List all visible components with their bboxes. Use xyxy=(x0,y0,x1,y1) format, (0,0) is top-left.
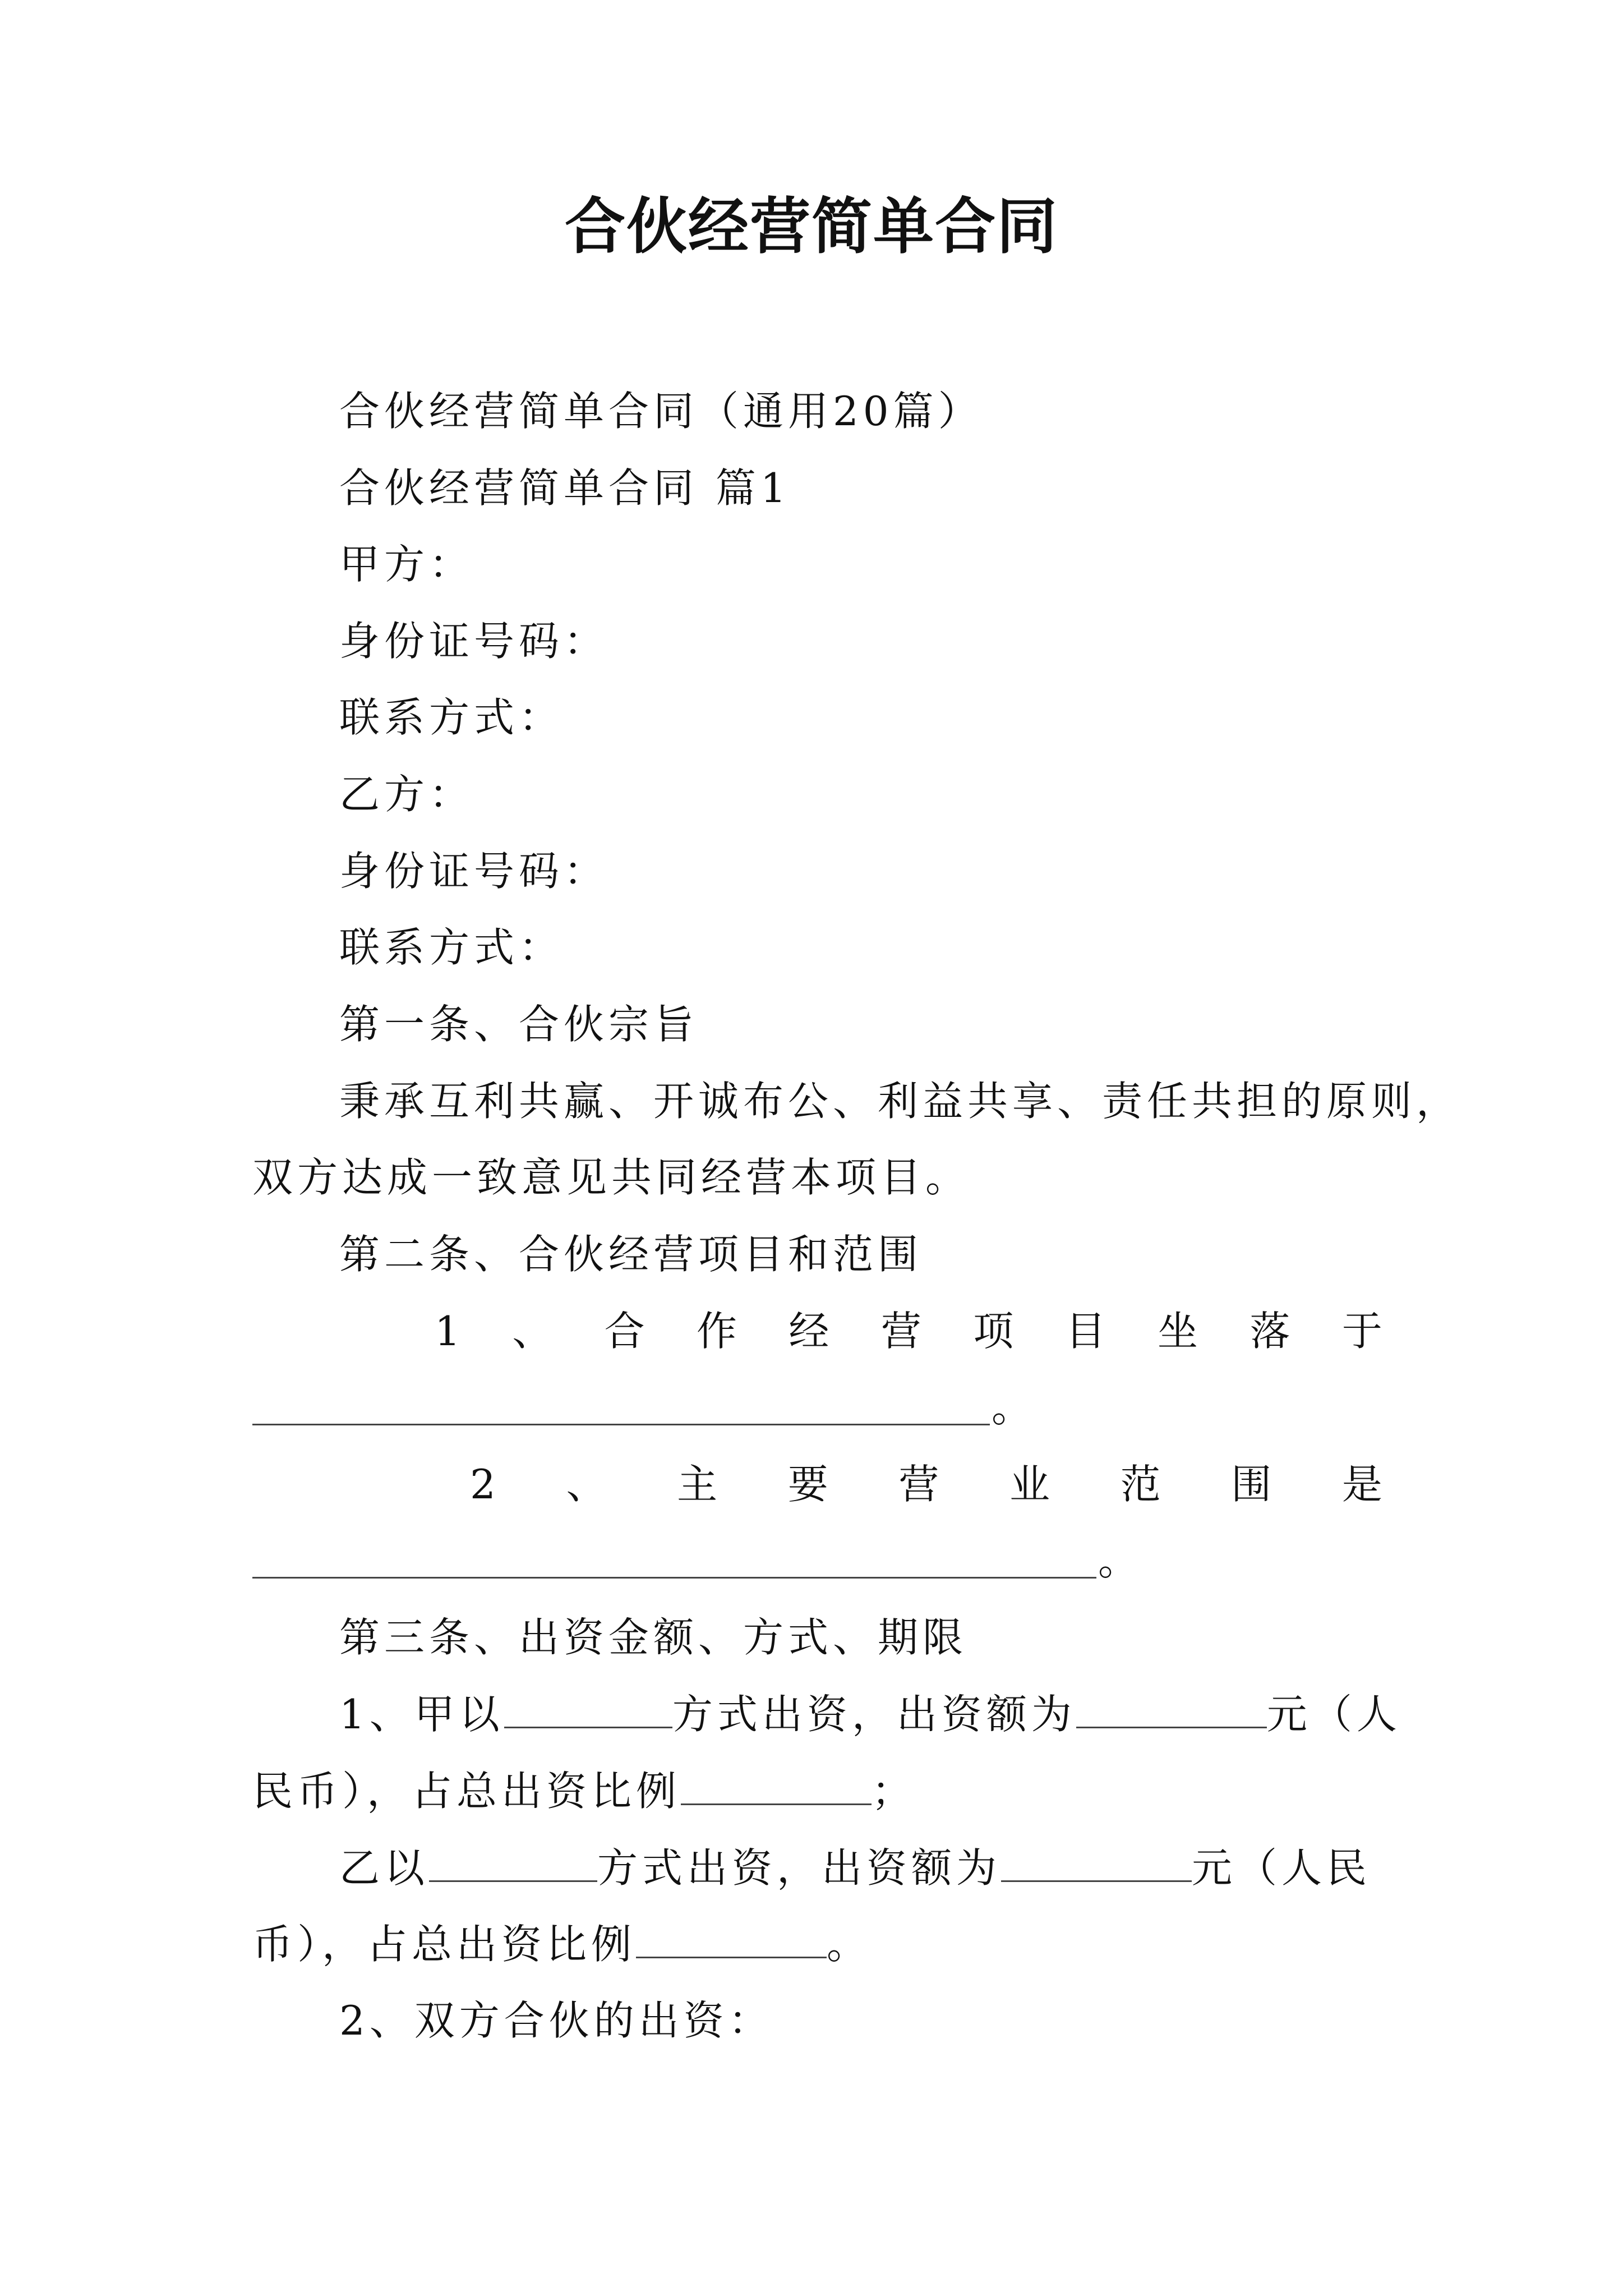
text-segment: 民币），占总出资比例 xyxy=(252,1768,681,1815)
article-2-heading: 第二条、合伙经营项目和范围 xyxy=(339,1231,923,1278)
blank-field xyxy=(636,1920,827,1958)
text-segment: 1、甲以 xyxy=(339,1691,504,1738)
item-char: 于 xyxy=(1341,1308,1382,1355)
item-1-period: 。 xyxy=(992,1384,1037,1431)
item-char: 要 xyxy=(787,1461,828,1508)
blank-field xyxy=(504,1690,672,1728)
article-1-heading: 第一条、合伙宗旨 xyxy=(339,1001,699,1048)
item-char: 范 xyxy=(1120,1461,1161,1508)
article-1-text-line-2: 双方达成一致意见共同经营本项目。 xyxy=(252,1154,971,1201)
party-a-contact-label: 联系方式： xyxy=(339,694,564,741)
item-char: 项 xyxy=(973,1308,1014,1355)
item-char: 、 xyxy=(566,1461,607,1508)
item-char: 营 xyxy=(898,1461,939,1508)
item-char: 经 xyxy=(789,1308,829,1355)
text-segment: 币），占总出资比例 xyxy=(252,1921,637,1968)
text-segment: 方式出资，出资额为 xyxy=(672,1691,1076,1738)
item-char: 落 xyxy=(1249,1308,1290,1355)
article-3-item-2: 2、双方合伙的出资： xyxy=(339,1997,773,2044)
item-char: 目 xyxy=(1065,1308,1106,1355)
item-char: 、 xyxy=(512,1308,553,1355)
party-a-label: 甲方： xyxy=(339,541,474,588)
article-2-item-1 xyxy=(435,1307,1382,1355)
article-2-item-2 xyxy=(470,1460,1382,1508)
text-segment: 元（人 xyxy=(1266,1691,1401,1738)
article-3-party-b-line-2 xyxy=(252,1920,872,1968)
blank-line-business-scope xyxy=(252,1577,1096,1579)
blank-field xyxy=(681,1766,872,1805)
party-b-id-label: 身份证号码： xyxy=(339,848,609,895)
item-char: 主 xyxy=(677,1461,718,1508)
text-segment: ； xyxy=(872,1768,917,1815)
party-b-contact-label: 联系方式： xyxy=(339,924,564,971)
blank-field xyxy=(1076,1690,1267,1728)
blank-field xyxy=(429,1843,597,1882)
text-segment: 方式出资，出资额为 xyxy=(597,1844,1002,1892)
subtitle: 合伙经营简单合同（通用20篇） xyxy=(339,388,983,435)
item-char: 业 xyxy=(1009,1461,1050,1508)
article-3-heading: 第三条、出资金额、方式、期限 xyxy=(339,1614,968,1661)
item-char: 合 xyxy=(604,1308,645,1355)
chapter-heading: 合伙经营简单合同 篇1 xyxy=(339,464,791,512)
text-segment: 。 xyxy=(827,1921,872,1968)
article-3-party-b-line-1 xyxy=(339,1843,1371,1892)
item-char: 1 xyxy=(435,1308,460,1355)
article-3-party-a-line-1 xyxy=(339,1690,1401,1738)
article-3-party-a-line-2 xyxy=(252,1766,916,1815)
blank-field xyxy=(1001,1843,1192,1882)
item-char: 营 xyxy=(880,1308,921,1355)
item-char: 2 xyxy=(470,1461,496,1508)
party-a-id-label: 身份证号码： xyxy=(339,618,609,665)
item-char: 围 xyxy=(1231,1461,1272,1508)
item-2-period: 。 xyxy=(1098,1537,1144,1584)
text-segment: 元（人民 xyxy=(1192,1844,1372,1892)
page-title: 合伙经营简单合同 xyxy=(564,191,1058,262)
party-b-label: 乙方： xyxy=(339,771,474,818)
article-1-text-line-1: 秉承互利共赢、开诚布公、利益共享、责任共担的原则， xyxy=(339,1078,1461,1125)
item-char: 作 xyxy=(697,1308,737,1355)
text-segment: 乙以 xyxy=(339,1844,430,1892)
item-char: 是 xyxy=(1341,1461,1382,1508)
blank-line-location xyxy=(252,1424,990,1425)
item-char: 坐 xyxy=(1158,1308,1198,1355)
